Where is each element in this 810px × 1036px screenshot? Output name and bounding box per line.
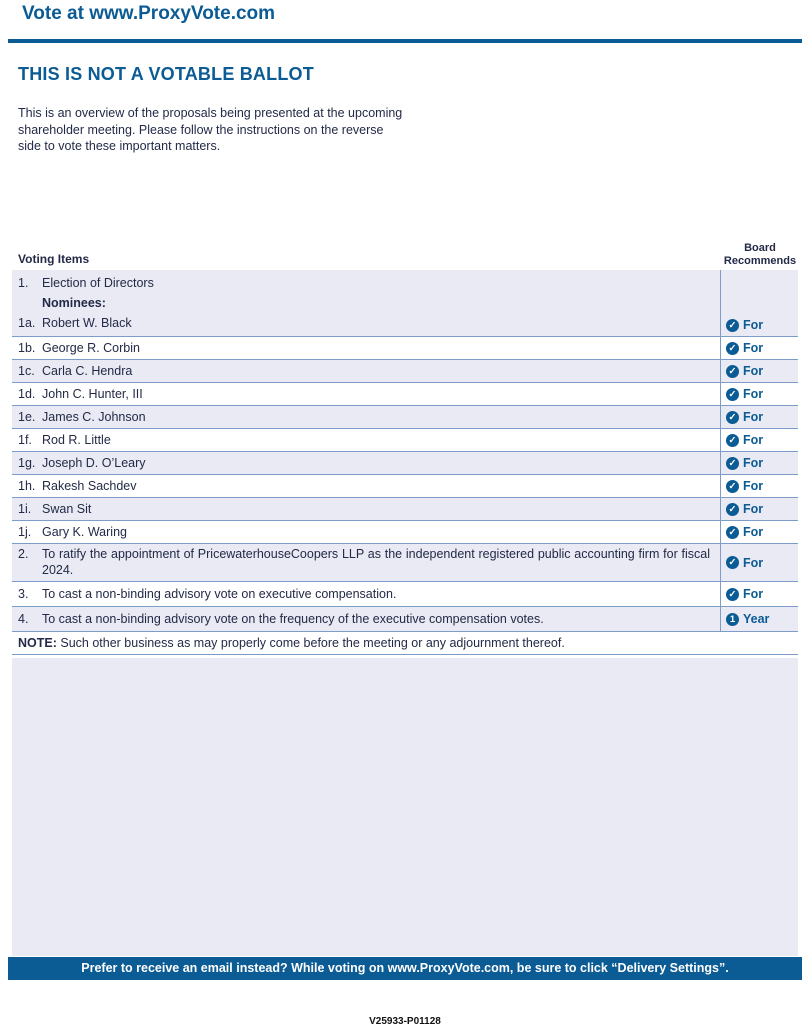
board-header-line2: Recommends <box>723 254 797 267</box>
recommendation-label: For <box>743 456 764 470</box>
table-row-item1 <box>12 270 798 337</box>
recommendation-label: Year <box>743 612 770 626</box>
check-circle-icon: ✓ <box>726 556 739 569</box>
footer-banner: Prefer to receive an email instead? While voting on www.ProxyVote.com, be sure to click “Delivery Settings”. <box>8 957 802 980</box>
check-circle-icon: ✓ <box>726 457 739 470</box>
voting-item-cell <box>12 383 720 405</box>
nominee-number: 1h. <box>18 479 36 493</box>
recommendation-cell <box>720 270 798 336</box>
check-circle-icon: ✓ <box>726 480 739 493</box>
table-row-nominee <box>12 498 798 521</box>
table-row-proposal <box>12 607 798 632</box>
voting-item-cell <box>12 498 720 520</box>
proposal-text: To cast a non-binding advisory vote on executive compensation. <box>42 587 397 601</box>
recommendation-cell <box>720 360 798 382</box>
voting-item-cell <box>12 544 720 581</box>
voting-item-cell <box>12 521 720 543</box>
recommendation-label: For <box>743 410 764 424</box>
voting-items-header: Voting Items <box>18 252 90 266</box>
nominee-number: 1j. <box>18 525 32 539</box>
proposal-number: 2. <box>18 547 29 561</box>
check-circle-icon: ✓ <box>726 434 739 447</box>
table-row-proposal <box>12 544 798 582</box>
table-row-nominee <box>12 429 798 452</box>
recommendation-label: For <box>743 341 764 355</box>
nominee-line <box>18 313 712 333</box>
table-row-nominee <box>12 406 798 429</box>
nominee-number: 1a. <box>18 316 36 330</box>
voting-item-cell <box>12 452 720 474</box>
voting-item-cell <box>12 607 720 631</box>
item1-title-line <box>18 273 712 293</box>
table-content-area <box>12 270 798 956</box>
recommendation-label: For <box>743 433 764 447</box>
recommendation-label: For <box>743 479 764 493</box>
voting-item-cell <box>12 475 720 497</box>
voting-item-cell <box>12 337 720 359</box>
one-circle-icon: 1 <box>726 613 739 626</box>
nominees-label-line <box>18 293 712 313</box>
table-row-nominee <box>12 452 798 475</box>
nominee-name: Carla C. Hendra <box>42 364 133 378</box>
recommendation-cell <box>720 337 798 359</box>
note-text: Such other business as may properly come before the meeting or any adjournment thereof. <box>60 636 565 650</box>
recommendation-cell <box>720 521 798 543</box>
note-row <box>12 632 798 655</box>
voting-item-cell <box>12 360 720 382</box>
check-circle-icon: ✓ <box>726 342 739 355</box>
nominee-name: Rakesh Sachdev <box>42 479 137 493</box>
nominee-name: John C. Hunter, III <box>42 387 143 401</box>
nominee-name: Swan Sit <box>42 502 92 516</box>
nominee-number: 1e. <box>18 410 36 424</box>
recommendation-cell <box>720 406 798 428</box>
nominee-name: George R. Corbin <box>42 341 140 355</box>
item-title: Election of Directors <box>42 276 154 290</box>
recommendation-cell <box>720 582 798 606</box>
table-row-proposal <box>12 582 798 607</box>
nominee-number: 1d. <box>18 387 36 401</box>
table-row-nominee <box>12 383 798 406</box>
voting-items-table <box>12 270 798 655</box>
note-label: NOTE: <box>18 636 57 650</box>
nominee-name: Robert W. Black <box>42 316 132 330</box>
recommendation-label: For <box>743 502 764 516</box>
table-row-nominee <box>12 337 798 360</box>
check-circle-icon: ✓ <box>726 588 739 601</box>
table-row-nominee <box>12 475 798 498</box>
nominee-name: Gary K. Waring <box>42 525 127 539</box>
table-row-nominee <box>12 521 798 544</box>
voting-item-cell <box>12 429 720 451</box>
intro-paragraph: This is an overview of the proposals being presented at the upcoming shareholder meeting. Please follow the instructions on the reverse side to vote these important matters. <box>18 106 403 153</box>
recommendation-cell <box>720 607 798 631</box>
recommendation-cell <box>720 383 798 405</box>
recommendation-label: For <box>743 587 764 601</box>
nominee-number: 1f. <box>18 433 32 447</box>
nominees-label: Nominees: <box>42 296 106 310</box>
voting-item-cell <box>12 270 720 336</box>
nominee-number: 1b. <box>18 341 36 355</box>
recommendation-cell <box>720 544 798 581</box>
table-row-nominee <box>12 360 798 383</box>
proposal-number: 3. <box>18 587 29 601</box>
proposal-text: To cast a non-binding advisory vote on the frequency of the executive compensation votes. <box>42 612 544 626</box>
recommendation-label: For <box>743 555 764 570</box>
empty-shaded-area <box>12 658 798 956</box>
check-circle-icon: ✓ <box>726 388 739 401</box>
check-circle-icon: ✓ <box>726 319 739 332</box>
nominee-name: Joseph D. O’Leary <box>42 456 146 470</box>
recommendation-cell <box>720 475 798 497</box>
header-rule <box>8 39 802 43</box>
document-code: V25933-P01128 <box>369 1016 441 1027</box>
recommendation-cell <box>720 452 798 474</box>
proposal-text: To ratify the appointment of PricewaterhouseCoopers LLP as the independent registered public accounting firm for fiscal 2024. <box>42 547 710 577</box>
nominee-number: 1c. <box>18 364 35 378</box>
recommendation-label: For <box>743 387 764 401</box>
check-circle-icon: ✓ <box>726 411 739 424</box>
proposal-number: 4. <box>18 612 29 626</box>
not-votable-heading: THIS IS NOT A VOTABLE BALLOT <box>18 64 314 84</box>
recommendation-label: For <box>743 318 764 332</box>
note-cell <box>12 632 798 654</box>
recommendation-label: For <box>743 525 764 539</box>
recommendation-label: For <box>743 364 764 378</box>
voting-item-cell <box>12 406 720 428</box>
page-title: Vote at www.ProxyVote.com <box>22 3 276 24</box>
board-header-line1: Board <box>744 242 776 254</box>
board-recommends-header <box>720 242 800 267</box>
voting-item-cell <box>12 582 720 606</box>
nominee-number: 1g. <box>18 456 36 470</box>
recommendation-cell <box>720 498 798 520</box>
nominee-name: James C. Johnson <box>42 410 146 424</box>
check-circle-icon: ✓ <box>726 526 739 539</box>
item-number: 1. <box>18 276 29 290</box>
nominee-name: Rod R. Little <box>42 433 111 447</box>
check-circle-icon: ✓ <box>726 503 739 516</box>
recommendation-cell <box>720 429 798 451</box>
nominee-number: 1i. <box>18 502 32 516</box>
check-circle-icon: ✓ <box>726 365 739 378</box>
